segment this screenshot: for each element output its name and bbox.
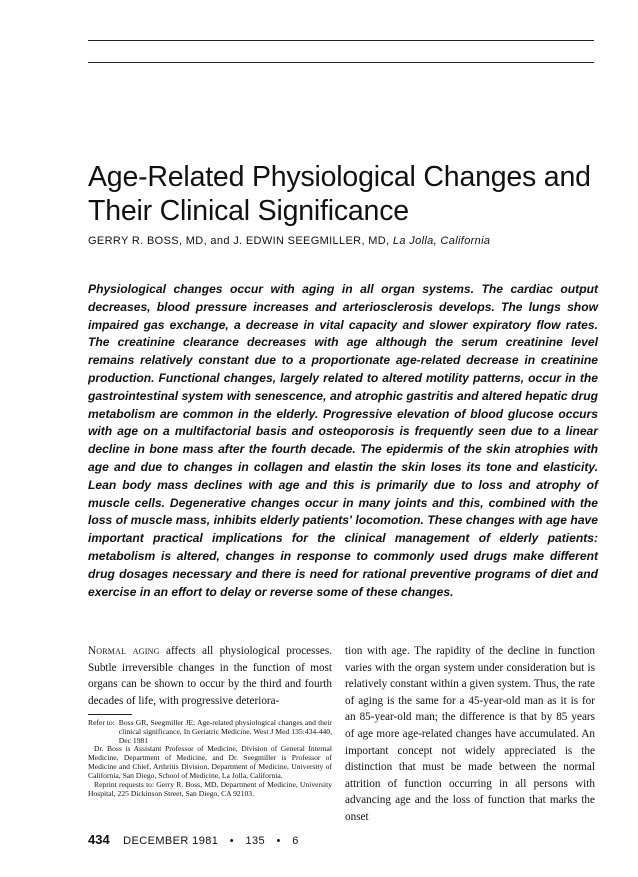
- reprint-request-note: Reprint requests to: Gerry R. Boss, MD, Department of Medicine, University Hospital, 225 Dickinson Street, San Diego, CA 92103.: [88, 780, 332, 798]
- footnotes: [88, 719, 332, 798]
- body-paragraph-left: [88, 643, 332, 709]
- author-names: GERRY R. BOSS, MD, and J. EDWIN SEEGMILLER, MD,: [88, 235, 390, 247]
- abstract: Physiological changes occur with aging in all organ systems. The cardiac output decreases, blood pressure increases and arteriosclerosis develops. The lungs show impaired gas exchange, a decrease in vital capacity and slower expiratory flow rates. The creatinine clearance decreases with age although the serum creatinine level remains relatively constant due to a proportionate age-related decrease in creatinine production. Functional changes, largely related to altered motility patterns, occur in the gastrointestinal system with senescence, and atrophic gastritis and altered hepatic drug metabolism are common in the elderly. Progressive elevation of blood glucose occurs with age on a multifactorial basis and osteoporosis is frequently seen due to a linear decline in bone mass after the fourth decade. The epidermis of the skin atrophies with age and due to changes in collagen and elastin the skin loses its tone and elasticity. Lean body mass declines with age and this is primarily due to loss and atrophy of muscle cells. Degenerative changes occur in many joints and this, combined with the loss of muscle mass, inhibits elderly patients' locomotion. These changes with age have important practical implications for the clinical management of elderly patients: metabolism is altered, changes in response to commonly used drugs make different drug dosages necessary and there is need for rational preventive programs of diet and exercise in an effort to delay or reverse some of these changes.: [88, 282, 598, 599]
- body-text-right: tion with age. The rapidity of the decline in function varies with the organ system under consideration but is relatively constant within a given system. Thus, the rate of aging is the same for a 45-year-old man as it is for an 85-year-old man; the difference is that by 85 years of age more age-related changes have accumulated. An important concept not widely appreciated is the distinction that must be made between the normal attrition of function occurring in all persons with advancing age and the loss of function that marks the onset: [345, 645, 595, 823]
- page-footer: [88, 832, 299, 847]
- footer-separator: •: [276, 835, 281, 847]
- issue-number: 6: [292, 835, 299, 847]
- lead-in-text: Normal aging: [88, 645, 160, 657]
- issue-date: DECEMBER 1981: [123, 835, 219, 847]
- body-column-left: [88, 643, 332, 800]
- refer-to-note: [88, 719, 332, 745]
- author-location: La Jolla, California: [392, 235, 491, 247]
- volume-number: 135: [245, 835, 266, 847]
- header-rule-top: [88, 40, 594, 41]
- header-rule-bottom: [88, 62, 594, 63]
- page-number: 434: [88, 832, 110, 847]
- refer-to-label: Refer to:: [88, 718, 115, 728]
- body-column-right: [345, 643, 595, 826]
- article-title: Age-Related Physiological Changes and Their Clinical Significance: [88, 161, 591, 227]
- body-text-left: affects all physiological processes. Subtle irreversible changes in the function of most organs can be shown to occur by the third and fourth decades of life, with progressive deteriora-: [88, 645, 332, 707]
- author-byline: [88, 235, 608, 247]
- refer-to-citation: Boss GR, Seegmiller JE: Age-related physiological changes and their clinical significance, In Geriatric Medicine. West J Med 135:434-440, Dec 1981: [118, 718, 332, 745]
- author-affiliation-note: Dr. Boss is Assistant Professor of Medicine, Division of General Internal Medicine, Department of Medicine, and Dr. Seegmiller is Professor of Medicine and Chief, Arthritis Division, Department of Medicine, University of California, San Diego, School of Medicine, La Jolla, California.: [88, 744, 332, 780]
- footer-separator: •: [229, 835, 234, 847]
- footnote-rule: [88, 714, 132, 715]
